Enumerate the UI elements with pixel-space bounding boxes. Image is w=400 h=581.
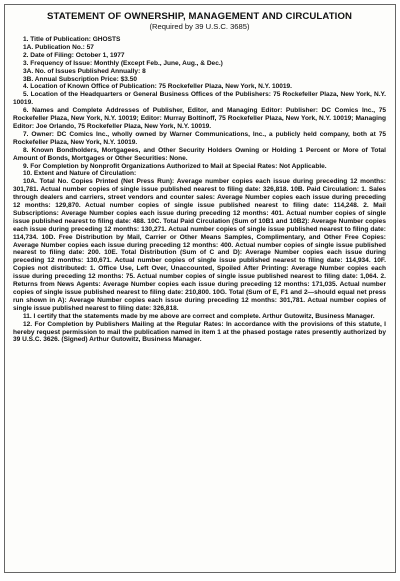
- document-subtitle: (Required by 39 U.S.C. 3685): [149, 22, 250, 31]
- item-6: 6. Names and Complete Addresses of Publisher, Editor, and Managing Editor: Publisher: DC Comics Inc., 75 Rockefeller Plaza, New York, N.Y. 10019; Editor: Murray Boltinoff, 75 Rockefeller Plaza, New York, N.Y. 10019; Managing Editor: Joe Orlando, 75 Rockefeller Plaza, New York, N.Y. 10019.: [13, 107, 386, 130]
- statement-body: [13, 36, 386, 344]
- item-5: 5. Location of the Headquarters or General Business Offices of the Publishers: 75 Rockefeller Plaza, New York, N.Y. 10019.: [13, 91, 386, 107]
- item-8: 8. Known Bondholders, Mortgagees, and Other Security Holders Owning or Holding 1 Percent or More of Total Amount of Bonds, Mortgages or Other Securities: None.: [13, 146, 386, 162]
- statement-document: [4, 4, 396, 573]
- item-2: 2. Date of Filing: October 1, 1977: [23, 51, 125, 59]
- item-3b: 3B. Annual Subscription Price: $3.50: [23, 75, 137, 83]
- item-1a: 1A. Publication No.: 57: [23, 43, 94, 51]
- item-12: 12. For Completion by Publishers Mailing at the Regular Rates: In accordance with the provisions of this statute, I hereby request permission to mail the publication named in item 1 at the phased postage rates presently authorized by 39 U.S.C. 3626. (Signed) Arthur Gutowitz, Business Manager.: [13, 320, 386, 344]
- item-7: 7. Owner: DC Comics Inc., wholly owned by Warner Communications, Inc., a publicly held company, both at 75 Rockefeller Plaza, New York, N.Y. 10019.: [13, 130, 386, 146]
- item-1: 1. Title of Publication: GHOSTS: [23, 36, 121, 43]
- item-10-details: 10A. Total No. Copies Printed (Net Press Run): Average number copies each issue during preceding 12 months: 301,781. Actual number copies of single issue published nearest to filing date: 326,818. 10B. Paid Circulation: 1. Sales through dealers and carriers, street vendors and counter sales: Average Number copies each issue during preceding 12 months: 129,870. Actual number copies of single issue published nearest to filing date: 114,248. 2. Mail Subscriptions: Average Number copies each issue during preceding 12 months: 401. Actual number copies of single issue published nearest to filing date: 488. 10C. Total Paid Circulation (Sum of 10B1 and 10B2): Average Number copies each issue during preceding 12 months: 130,271. Actual number copies of single issue published nearest to filing date: 114,734. 10D. Free Distribution by Mail, Carrier or Other Means Samples, Complimentary, and Other Free Copies: Average Number copies each issue during preceding 12 months: 400. Actual number copies of single issue published nearest to filing date: 200. 10E. Total Distribution (Sum of C and D): Average Number copies each issue during preceding 12 months: 130,671. Actual number copies of single issue published nearest to filing date: 114,934. 10F. Copies not distributed: 1. Office Use, Left Over, Unaccounted, Spoiled After Printing: Average Number copies each issue during preceding 12 months: 75. Actual number copies of single issue published nearest to filing date: 1,064. 2. Returns from News Agents: Average Number copies each issue during preceding 12 months: 171,035. Actual number copies of single issue published nearest to filing date: 210,800. 10G. Total (Sum of E, F1 and 2—should equal net press run shown in A): Average Number copies each issue during preceding 12 months: 301,781. Actual number copies of single issue published nearest to filing date: 326,818.: [13, 178, 386, 312]
- item-4: 4. Location of Known Office of Publication: 75 Rockefeller Plaza, New York, N.Y. 10019.: [23, 83, 292, 91]
- item-3: 3. Frequency of Issue: Monthly (Except Feb., June, Aug., & Dec.): [23, 59, 223, 67]
- item-11: 11. I certify that the statements made by me above are correct and complete. Arthur Gutowitz, Business Manager.: [23, 312, 375, 320]
- item-3a: 3A. No. of Issues Published Annually: 8: [23, 67, 146, 75]
- document-title: STATEMENT OF OWNERSHIP, MANAGEMENT AND CIRCULATION: [46, 11, 353, 22]
- item-9: 9. For Completion by Nonprofit Organizations Authorized to Mail at Special Rates: Not Applicable.: [23, 162, 327, 170]
- item-10: 10. Extent and Nature of Circulation:: [23, 170, 137, 178]
